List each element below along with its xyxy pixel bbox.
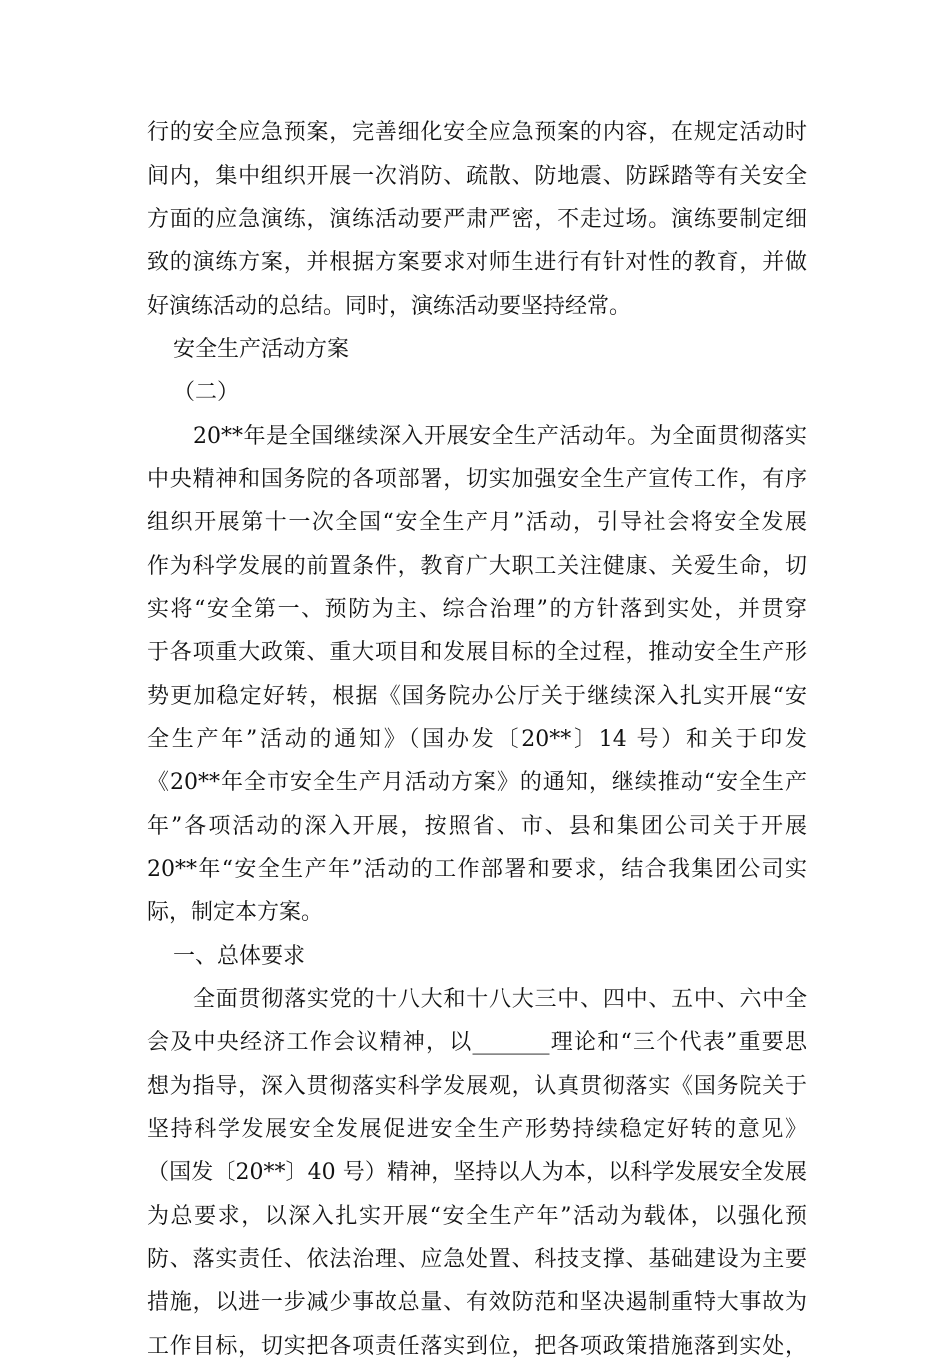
text-line: 想为指导，深入贯彻落实科学发展观，认真贯彻落实《国务院关于: [147, 1074, 807, 1099]
text-line: 间内，集中组织开展一次消防、疏散、防地震、防踩踏等有关安全: [147, 164, 807, 189]
text-line: 全生产年”活动的通知》（国办发〔20**〕14 号）和关于印发: [147, 727, 807, 752]
section-title: 安全生产活动方案: [173, 337, 350, 362]
text-line: 工作目标，切实把各项责任落实到位，把各项政策措施落到实处，: [147, 1334, 807, 1359]
text-line: 方面的应急演练，演练活动要严肃严密，不走过场。演练要制定细: [147, 207, 807, 232]
text-line: 会及中央经济工作会议精神，以_______理论和“三个代表”重要思: [147, 1030, 807, 1055]
text-line: 措施，以进一步减少事故总量、有效防范和坚决遏制重特大事故为: [147, 1290, 807, 1315]
text-line: 好演练活动的总结。同时，演练活动要坚持经常。: [147, 294, 632, 319]
text-line: 于各项重大政策、重大项目和发展目标的全过程，推动安全生产形: [147, 640, 807, 665]
text-line: 组织开展第十一次全国“安全生产月”活动，引导社会将安全发展: [147, 510, 807, 535]
text-line: 防、落实责任、依法治理、应急处置、科技支撑、基础建设为主要: [147, 1247, 807, 1272]
paragraph-first-line: 全面贯彻落实党的十八大和十八大三中、四中、五中、六中全: [193, 987, 807, 1012]
section-subtitle: （二）: [173, 380, 240, 405]
text-line: 坚持科学发展安全发展促进安全生产形势持续稳定好转的意见》: [147, 1117, 807, 1142]
text-line: 作为科学发展的前置条件，教育广大职工关注健康、关爱生命，切: [147, 554, 807, 579]
text-line: 势更加稳定好转，根据《国务院办公厅关于继续深入扎实开展“安: [147, 684, 807, 709]
section-heading: 一、总体要求: [173, 944, 306, 969]
text-line: 《20**年全市安全生产月活动方案》的通知，继续推动“安全生产: [147, 770, 807, 795]
text-line: （国发〔20**〕40 号）精神，坚持以人为本，以科学发展安全发展: [147, 1160, 807, 1185]
text-line: 年”各项活动的深入开展，按照省、市、县和集团公司关于开展: [147, 814, 807, 839]
text-line: 中央精神和国务院的各项部署，切实加强安全生产宣传工作，有序: [147, 467, 807, 492]
text-line: 行的安全应急预案，完善细化安全应急预案的内容，在规定活动时: [147, 120, 807, 145]
paragraph-first-line: 20**年是全国继续深入开展安全生产活动年。为全面贯彻落实: [193, 424, 807, 449]
text-line: 际，制定本方案。: [147, 900, 324, 925]
text-line: 20**年“安全生产年”活动的工作部署和要求，结合我集团公司实: [147, 857, 807, 882]
text-line: 致的演练方案，并根据方案要求对师生进行有针对性的教育，并做: [147, 250, 807, 275]
text-line: 为总要求，以深入扎实开展“安全生产年”活动为载体，以强化预: [147, 1204, 807, 1229]
text-line: 实将“安全第一、预防为主、综合治理”的方针落到实处，并贯穿: [147, 597, 807, 622]
